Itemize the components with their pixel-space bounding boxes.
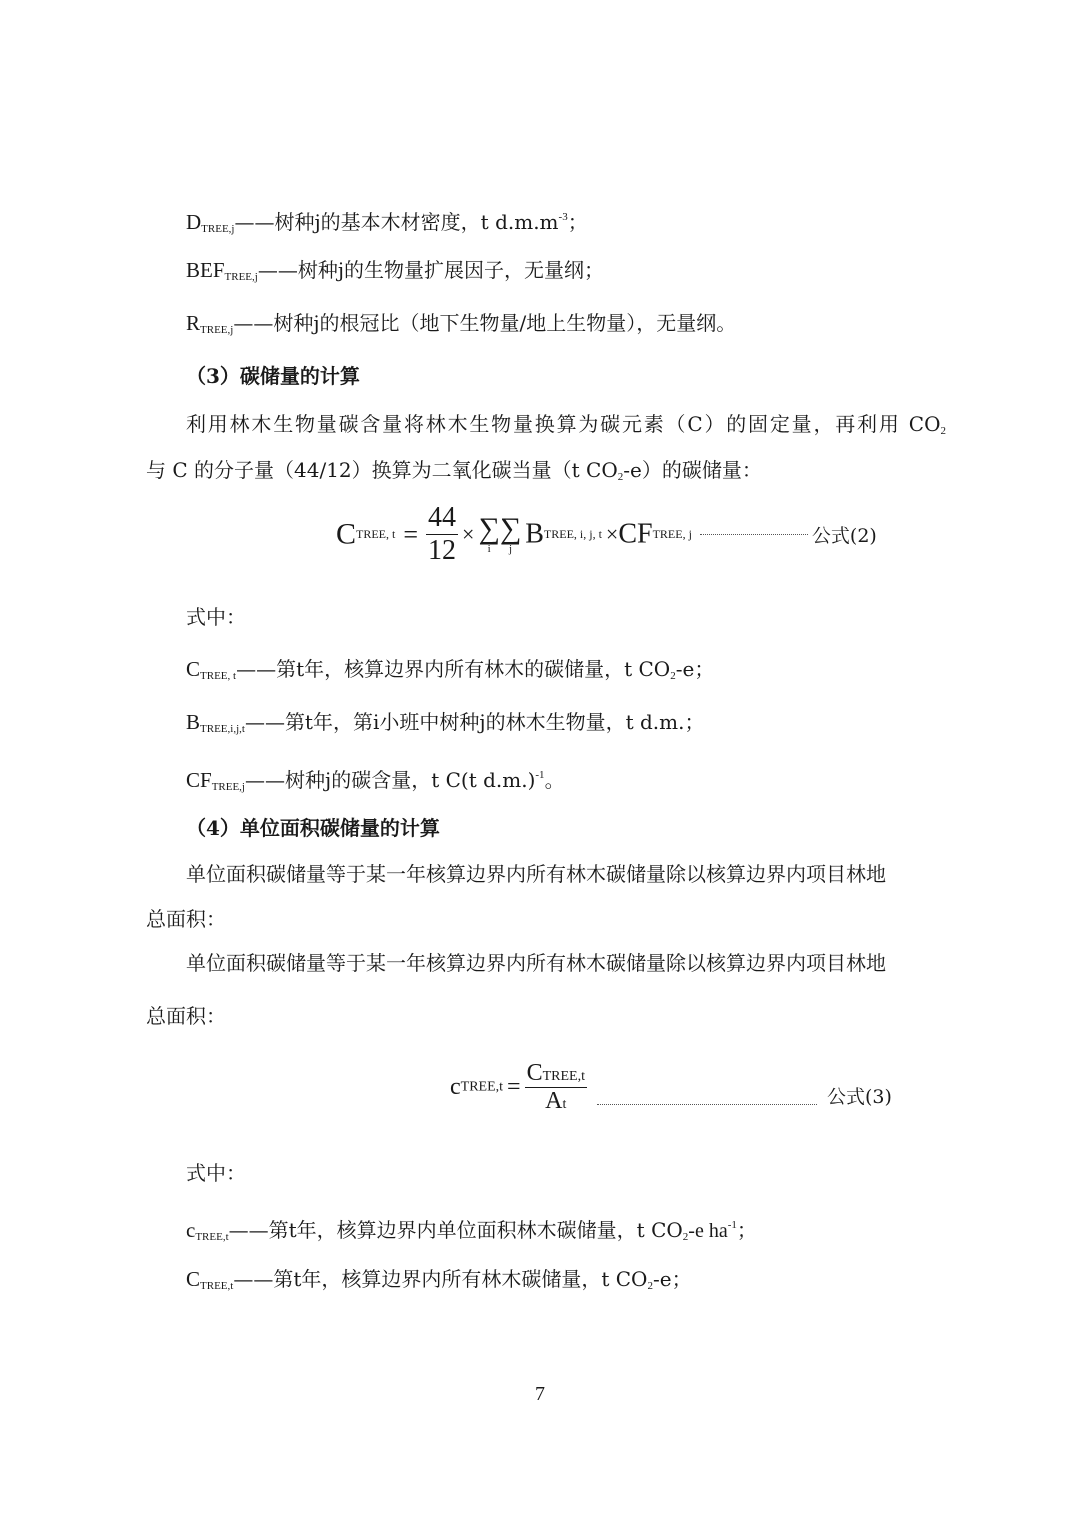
def-r-tree: $R_{TREE,j}——$树种j的根冠比（地下生物量/地上生物量），无量纲。	[186, 311, 737, 336]
def-c-tree-t: $C_{TREE, t}——$第t年，核算边界内所有林木的碳储量，t $CO_2-e$；	[186, 657, 715, 682]
section3-paragraph-line2: 与 C 的分子量（44/12）换算为二氧化碳当量（t $CO_2-e$）的碳储量：	[146, 458, 762, 483]
def-c-upper-tree: $C_{TREE,t}——$第t年，核算边界内所有林木碳储量，t $CO_2-e$；	[186, 1267, 692, 1292]
def-cf-tree: $CF_{TREE,j}——$树种j的碳含量，t C(t d.m.)$^{-1}$。	[186, 768, 565, 793]
def-d-tree: $D_{TREE,j}——$树种j的基本木材密度，t $d.m.m^{-3}$；	[186, 210, 588, 235]
sum-over-i: ∑ i	[478, 512, 500, 555]
formula-2-label: 公式(2)	[811, 525, 877, 547]
leader-dots	[597, 1104, 817, 1105]
section3-heading: （3）碳储量的计算	[186, 364, 360, 388]
formula-3-label: 公式(3)	[827, 1086, 892, 1109]
def-b-tree: $B_{TREE,i,j,t}——$第t年，第i小班中树种j的林木生物量，t d.m.；	[186, 710, 705, 735]
formula-3: cTREE,t = $\frac{\text{CTREE,t}}{At}$ 公式(3)	[450, 1060, 892, 1114]
def-bef-tree: $BEF_{TREE,j}——$树种j的生物量扩展因子，无量纲；	[186, 258, 605, 283]
section4-paragraph2-line1: 单位面积碳储量等于某一年核算边界内所有林木碳储量除以核算边界内项目林地	[186, 951, 886, 975]
sum-over-j: ∑ j	[499, 512, 522, 555]
formula-2: CTREE, t = $\frac{44}{12}$ × ∑ i ∑ j BTREE, i, j, t ×CFTREE, j 公式(2)	[336, 502, 877, 566]
leader-dots	[700, 534, 808, 535]
fraction-44-12: $\frac{44}{12}$	[428, 502, 457, 566]
page-number: 7	[535, 1383, 545, 1405]
section4-paragraph1-line1: 单位面积碳储量等于某一年核算边界内所有林木碳储量除以核算边界内项目林地	[186, 862, 886, 886]
where-label-1: 式中：	[186, 605, 246, 629]
section4-paragraph2-line2: 总面积：	[146, 1004, 226, 1028]
section4-paragraph1-line2: 总面积：	[146, 907, 226, 931]
def-c-lower-tree: $c_{TREE,t}——$第t年，核算边界内单位面积林木碳储量，t $CO_2-e$ $ha^{-1}$；	[186, 1218, 757, 1243]
section3-paragraph-line1: 利用林木生物量碳含量将林木生物量换算为碳元素（C）的固定量，再利用 $CO_2$	[186, 412, 946, 437]
fraction-ctree-over-at: $\frac{\text{CTREE,t}}{At}$	[526, 1060, 585, 1114]
section4-heading: （4）单位面积碳储量的计算	[186, 816, 440, 840]
where-label-2: 式中：	[186, 1161, 246, 1185]
